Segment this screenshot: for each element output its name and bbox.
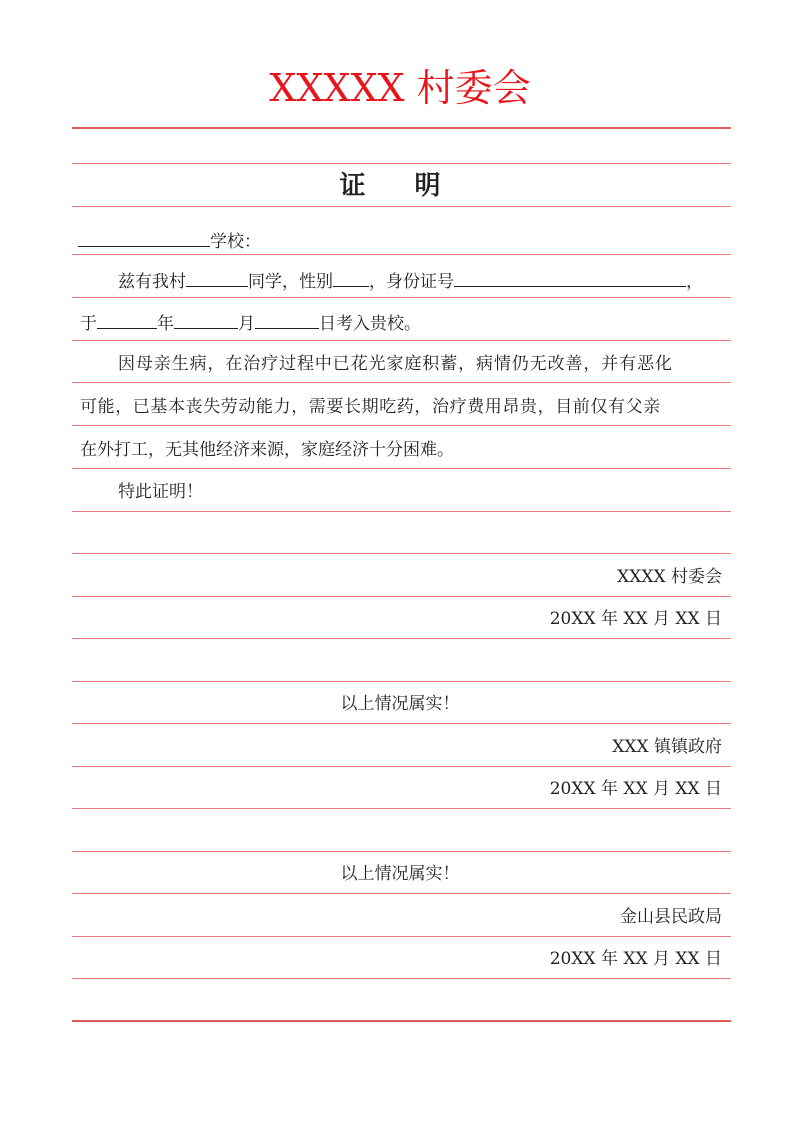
body-line: 可能，已基本丧失劳动能力，需要长期吃药，治疗费用昂贵，目前仅有父亲 <box>80 397 661 417</box>
ruled-line <box>72 681 731 682</box>
ruled-line <box>72 766 731 767</box>
ruled-line <box>72 254 731 255</box>
year-blank[interactable] <box>97 310 157 329</box>
top-rule <box>72 127 731 129</box>
salutation-line <box>78 228 261 254</box>
body-line: 在外打工，无其他经济来源，家庭经济十分困难。 <box>80 440 454 460</box>
county-confirm-text: 以上情况属实！ <box>340 864 460 884</box>
town-org-name: XXX 镇镇政府 <box>612 737 722 757</box>
ruled-line <box>72 936 731 937</box>
ruled-line <box>72 511 731 512</box>
line1-prefix: 兹有我村 <box>118 272 186 292</box>
county-sign-date: 20XX 年 XX 月 XX 日 <box>549 949 722 969</box>
enrollment-date-line <box>80 310 421 336</box>
ruled-line <box>72 723 731 724</box>
id-number-blank[interactable] <box>454 268 686 287</box>
village-sign-date: 20XX 年 XX 月 XX 日 <box>549 609 722 629</box>
ruled-line <box>72 297 731 298</box>
day-label: 日考入贵校。 <box>319 314 421 334</box>
ruled-line <box>72 425 731 426</box>
ruled-line <box>72 206 731 207</box>
closing-text: 特此证明！ <box>118 482 203 502</box>
ruled-line <box>72 978 731 979</box>
ruled-line <box>72 638 731 639</box>
line2-prefix: 于 <box>80 314 97 334</box>
line1-end: ， <box>686 272 703 292</box>
student-name-blank[interactable] <box>186 268 248 287</box>
student-info-line <box>118 268 703 294</box>
body-line: 因母亲生病，在治疗过程中已花光家庭积蓄，病情仍无改善，并有恶化 <box>118 354 673 374</box>
ruled-line <box>72 851 731 852</box>
ruled-line <box>72 382 731 383</box>
ruled-line <box>72 553 731 554</box>
town-sign-date: 20XX 年 XX 月 XX 日 <box>549 779 722 799</box>
village-org-name: XXXX 村委会 <box>617 567 722 587</box>
year-label: 年 <box>157 314 174 334</box>
document-title: 证 明 <box>339 171 461 201</box>
month-label: 月 <box>238 314 255 334</box>
salutation-suffix: 学校： <box>210 232 261 252</box>
ruled-line <box>72 808 731 809</box>
month-blank[interactable] <box>174 310 238 329</box>
line1-id-label: ，身份证号 <box>369 272 454 292</box>
county-org-name: 金山县民政局 <box>620 907 722 927</box>
ruled-line <box>72 893 731 894</box>
gender-blank[interactable] <box>333 268 369 287</box>
ruled-line <box>72 468 731 469</box>
ruled-line <box>72 596 731 597</box>
day-blank[interactable] <box>255 310 319 329</box>
town-confirm-text: 以上情况属实！ <box>340 694 460 714</box>
school-name-blank[interactable] <box>78 228 210 247</box>
organization-title: XXXXX 村委会 <box>269 66 531 110</box>
bottom-rule <box>72 1020 731 1022</box>
ruled-line <box>72 163 731 164</box>
ruled-line <box>72 340 731 341</box>
line1-gender-label: 同学，性别 <box>248 272 333 292</box>
